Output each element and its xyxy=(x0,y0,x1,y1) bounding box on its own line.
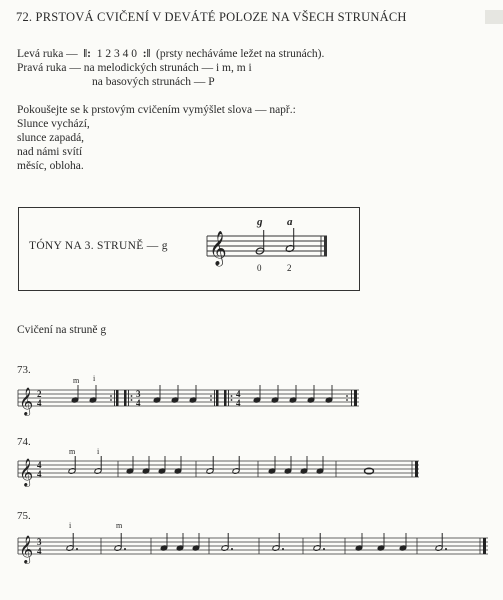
lyrics-intro: Pokoušejte se k prstovým cvičením vymýšlet slova — např.: xyxy=(17,104,296,116)
left-hand-label: Levá ruka — xyxy=(17,48,78,60)
time-signature: 4 xyxy=(136,398,141,408)
time-signature: 4 xyxy=(236,398,241,408)
treble-clef-icon: 𝄞 xyxy=(19,537,34,563)
time-signature: 3 xyxy=(136,389,141,399)
tones-box xyxy=(18,207,360,291)
fingering-mark: i xyxy=(93,374,96,383)
time-signature: 4 xyxy=(37,469,42,479)
time-signature: 3 xyxy=(37,537,42,547)
repeat-end-sign: :‖ xyxy=(139,48,154,60)
exercise-73-staff xyxy=(14,372,364,417)
tones-staff xyxy=(203,208,353,288)
time-signature: 4 xyxy=(37,398,42,408)
exercise-number: 75. xyxy=(17,510,31,522)
exercise-number: 73. xyxy=(17,364,31,376)
right-hand-line-1: Pravá ruka — na melodických strunách — i m, m i xyxy=(17,62,252,74)
lyric-line: slunce zapadá, xyxy=(17,132,85,144)
treble-clef-icon: 𝄞 xyxy=(19,389,34,415)
exercise-75-staff xyxy=(14,520,494,570)
right-hand-line-2: na basových strunách — P xyxy=(92,76,215,88)
lyric-line: nad námi svítí xyxy=(17,146,83,158)
time-signature: 2 xyxy=(37,389,42,399)
page-title: 72. PRSTOVÁ CVIČENÍ V DEVÁTÉ POLOZE NA VŠECH STRUNÁCH xyxy=(16,10,407,24)
time-signature: 4 xyxy=(37,546,42,556)
fingering-mark: m xyxy=(69,447,76,456)
treble-clef-icon: 𝄞 xyxy=(209,232,227,265)
note-a-name: a xyxy=(287,216,293,228)
repeat-start-sign: ‖: xyxy=(80,48,94,60)
fingering-mark: m xyxy=(73,376,80,385)
note-a-fret: 2 xyxy=(287,263,292,273)
left-hand-note: (prsty necháváme ležet na strunách). xyxy=(156,48,325,60)
note-g-name: g xyxy=(257,216,263,228)
exercise-number: 74. xyxy=(17,436,31,448)
treble-clef-icon: 𝄞 xyxy=(19,460,34,486)
exercise-74-staff xyxy=(14,443,424,488)
fingering-mark: m xyxy=(116,521,123,530)
tones-box-label: TÓNY NA 3. STRUNĚ — g xyxy=(29,240,168,252)
page-edge-mark xyxy=(485,10,503,24)
exercise-heading: Cvičení na struně g xyxy=(17,324,107,336)
left-hand-pattern: 1 2 3 4 0 xyxy=(96,48,137,60)
time-signature: 4 xyxy=(37,460,42,470)
time-signature: 4 xyxy=(236,389,241,399)
left-hand-line xyxy=(17,47,324,61)
lyric-line: Slunce vychází, xyxy=(17,118,90,130)
fingering-mark: i xyxy=(69,521,72,530)
lyric-line: měsíc, obloha. xyxy=(17,160,84,172)
note-g-fret: 0 xyxy=(257,263,262,273)
fingering-mark: i xyxy=(97,447,100,456)
